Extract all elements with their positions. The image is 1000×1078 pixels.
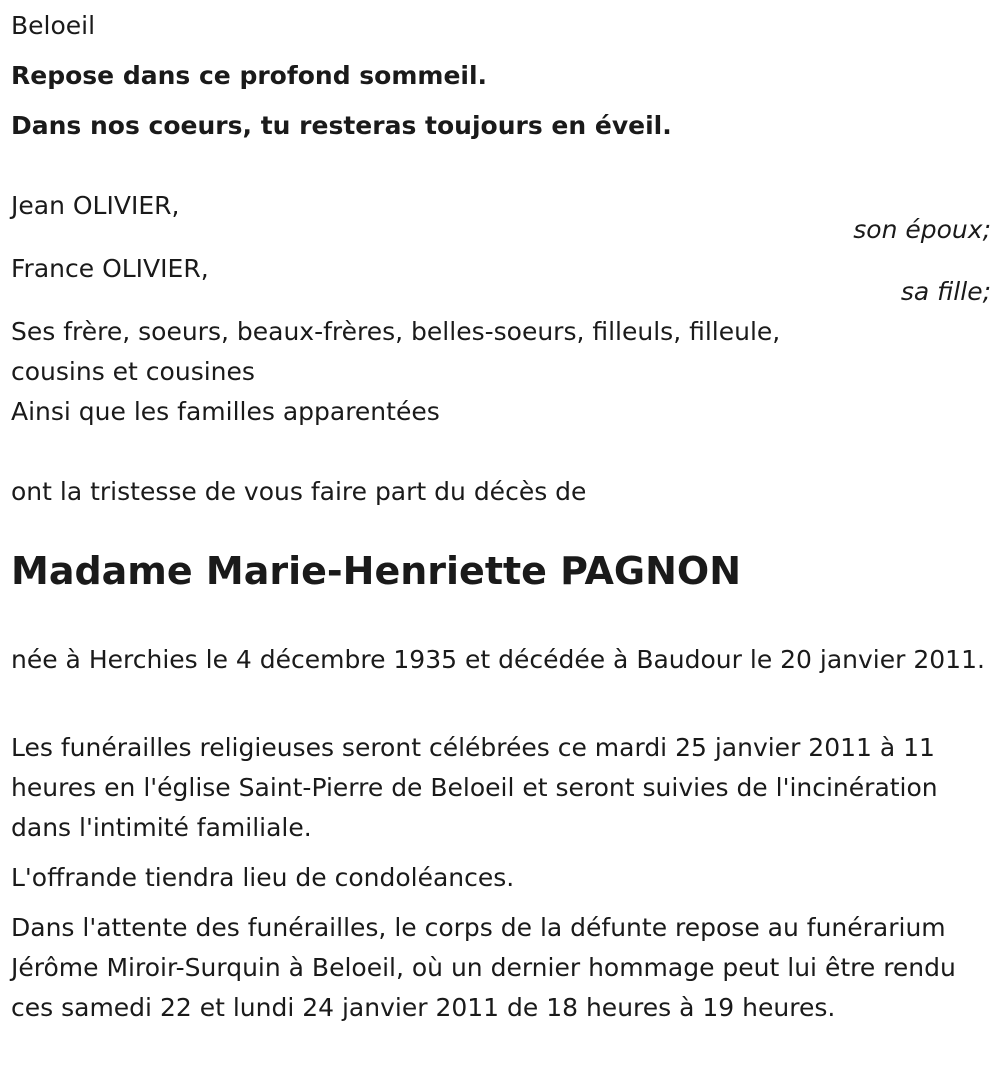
relative-role: son époux; [853, 215, 991, 244]
other-relatives [11, 312, 780, 432]
verse-line-2: Dans nos coeurs, tu resteras toujours en éveil. [11, 111, 672, 140]
other-relatives-line: cousins et cousines [11, 357, 255, 386]
relative-name: France OLIVIER, [11, 254, 209, 283]
relative-role: sa fille; [900, 277, 991, 306]
visitation-paragraph: Dans l'attente des funérailles, le corps de la défunte repose au funérarium Jérôme Miroir-Surquin à Beloeil, où un dernier hommage peut lui être rendu ces samedi 22 et lundi 24 janvier 2011 de 18 heures à 19 heures. [11, 913, 956, 1022]
town-name: Beloeil [11, 11, 96, 40]
verse-line-1: Repose dans ce profond sommeil. [11, 61, 488, 90]
deceased-name: Madame Marie-Henriette PAGNON [11, 549, 742, 593]
funeral-paragraph: Les funérailles religieuses seront célébrées ce mardi 25 janvier 2011 à 11 heures en l'église Saint-Pierre de Beloeil et seront suivies de l'incinération dans l'intimité familiale. [11, 733, 938, 842]
offering-paragraph: L'offrande tiendra lieu de condoléances. [11, 863, 515, 892]
other-relatives-line: Ainsi que les familles apparentées [11, 397, 440, 426]
other-relatives-line: Ses frère, soeurs, beaux-frères, belles-soeurs, filleuls, filleule, [11, 317, 781, 346]
birth-death-paragraph: née à Herchies le 4 décembre 1935 et décédée à Baudour le 20 janvier 2011. [11, 645, 985, 674]
announcement-text: ont la tristesse de vous faire part du décès de [11, 477, 587, 506]
relative-name: Jean OLIVIER, [11, 191, 180, 220]
